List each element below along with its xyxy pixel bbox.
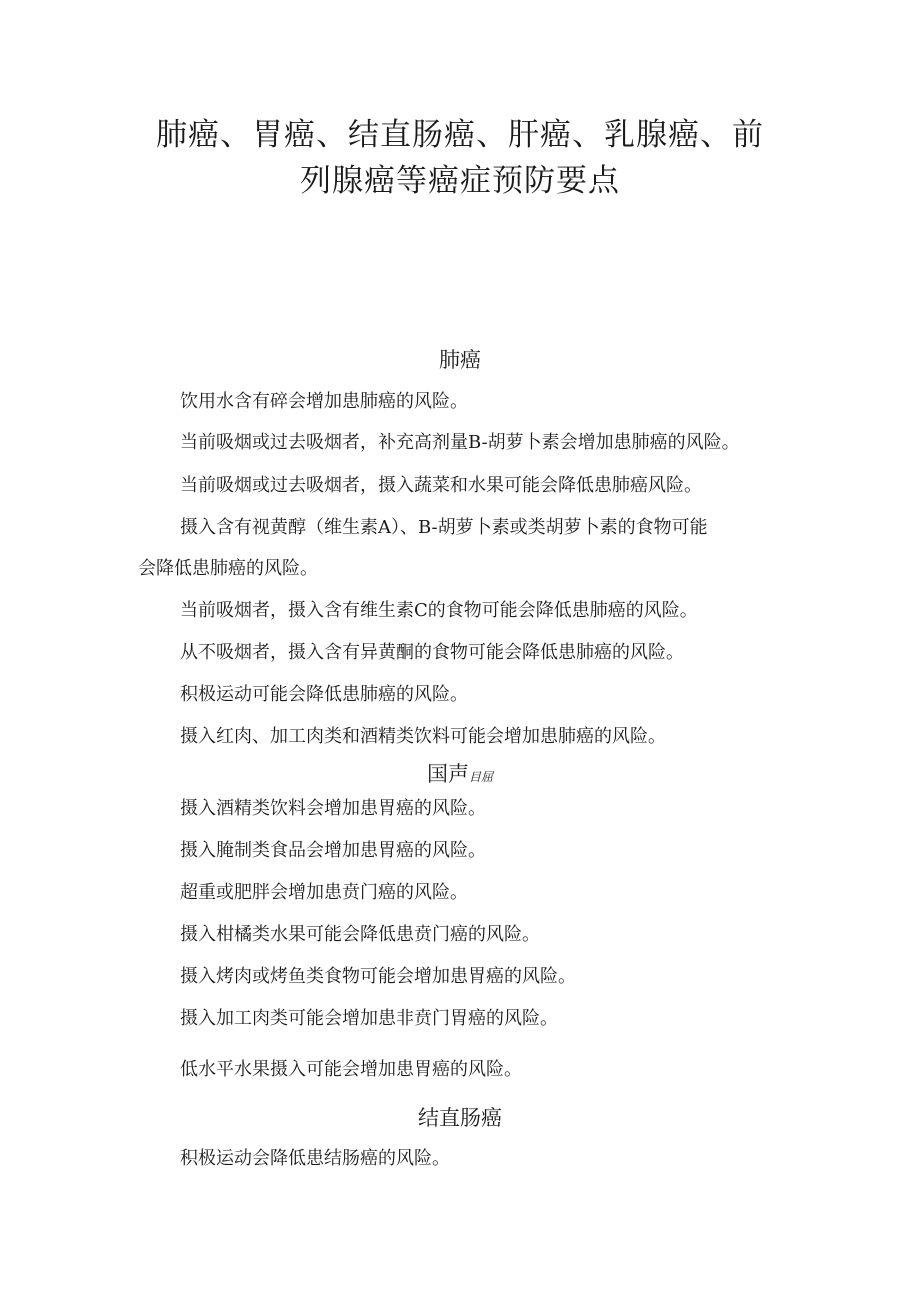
paragraph: 从不吸烟者，摄入含有异黄酮的食物可能会降低患肺癌的风险。 xyxy=(180,642,684,663)
document-title xyxy=(80,112,840,204)
paragraph: 当前吸烟者，摄入含有维生素C的食物可能会降低患肺癌的风险。 xyxy=(180,600,698,621)
paragraph: 当前吸烟或过去吸烟者，摄入蔬菜和水果可能会降低患肺癌风险。 xyxy=(180,475,702,496)
title-line-2: 列腺癌等癌症预防要点 xyxy=(300,163,620,199)
section-heading-colorectal-cancer: 结直肠癌 xyxy=(418,1106,502,1130)
section-heading-lung-cancer: 肺癌 xyxy=(439,348,481,372)
heading-small: 目屈 xyxy=(468,770,493,784)
paragraph: 摄入酒精类饮料会增加患胃癌的风险。 xyxy=(180,798,486,819)
paragraph: 摄入红肉、加工肉类和酒精类饮料可能会增加患肺癌的风险。 xyxy=(180,726,666,747)
paragraph: 积极运动会降低患结肠癌的风险。 xyxy=(180,1148,450,1169)
paragraph: 摄入柑橘类水果可能会降低患贲门癌的风险。 xyxy=(180,924,540,945)
heading-main: 国声 xyxy=(426,762,469,786)
paragraph: 摄入含有视黄醇（维生素A）、B-胡萝卜素或类胡萝卜素的食物可能 xyxy=(180,517,708,538)
paragraph: 摄入烤肉或烤鱼类食物可能会增加患胃癌的风险。 xyxy=(180,966,576,987)
paragraph: 摄入腌制类食品会增加患胃癌的风险。 xyxy=(180,840,486,861)
paragraph: 积极运动可能会降低患肺癌的风险。 xyxy=(180,684,468,705)
paragraph: 饮用水含有碎会增加患肺癌的风险。 xyxy=(180,391,468,412)
paragraph: 超重或肥胖会增加患贲门癌的风险。 xyxy=(180,882,468,903)
paragraph: 当前吸烟或过去吸烟者，补充高剂量B-胡萝卜素会增加患肺癌的风险。 xyxy=(180,432,740,453)
paragraph: 低水平水果摄入可能会增加患胃癌的风险。 xyxy=(180,1059,522,1080)
section-heading-stomach-cancer xyxy=(0,758,920,788)
paragraph: 摄入加工肉类可能会增加患非贲门胃癌的风险。 xyxy=(180,1008,558,1029)
paragraph-continuation: 会降低患肺癌的风险。 xyxy=(138,558,318,579)
title-line-1: 肺癌、胃癌、结直肠癌、肝癌、乳腺癌、前 xyxy=(156,117,764,153)
